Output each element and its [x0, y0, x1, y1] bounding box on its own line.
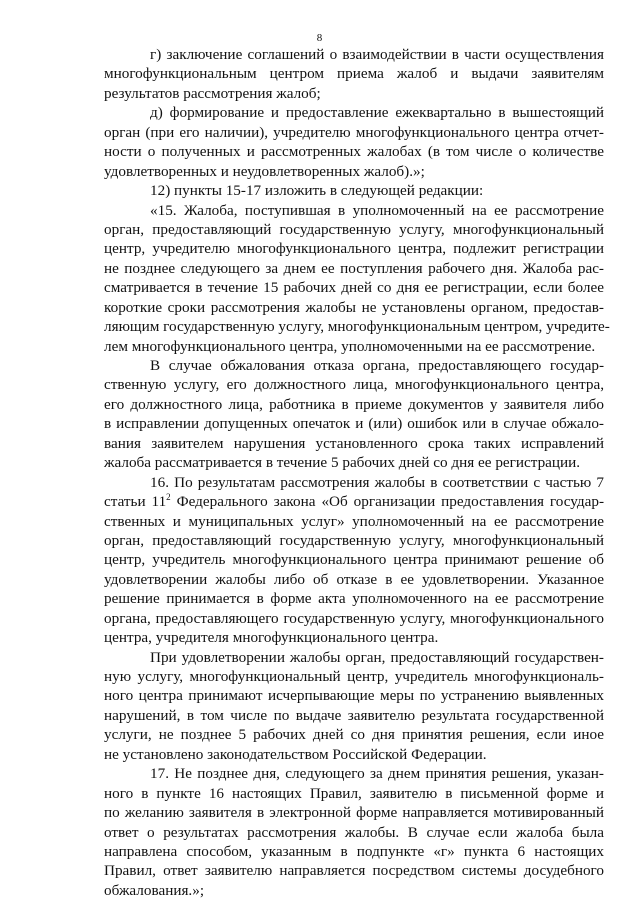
text-line-content: центр, учредителю многофункционального центра, подлежит регистрации	[104, 240, 604, 258]
text-line-content: центр, учредитель многофункционального центра принимают решение об	[104, 551, 604, 569]
text-line-content: ного в пункте 16 настоящих Правил, заявителю в письменной форме и	[104, 784, 604, 802]
text-line	[104, 745, 604, 764]
text-line-content: статьи 11	[104, 493, 167, 511]
text-line	[104, 123, 604, 142]
text-line-content: удовлетворении жалобы либо об отказе в ее удовлетворении. Указанное	[104, 570, 604, 588]
text-line-content: органа, предоставляющего государственную услугу, многофункционального	[104, 609, 604, 627]
text-line	[104, 162, 604, 181]
text-line	[104, 142, 604, 161]
text-line-content: орган (при его наличии), учредителю многофункционального центра отчет-	[104, 123, 604, 141]
text-line-content: орган, предоставляющий государственную услугу, многофункциональный	[104, 220, 604, 238]
text-line-content: по желанию заявителя в электронной форме направляется мотивированный	[104, 804, 604, 822]
text-line-content: ственных и муниципальных услуг» уполномоченный на ее рассмотрение	[104, 512, 604, 530]
text-line-content: Правил, ответ заявителю направляется посредством системы досудебного	[104, 862, 604, 880]
text-line	[104, 706, 604, 725]
text-line	[104, 589, 604, 608]
text-line-content: г) заключение соглашений о взаимодействии в части осуществления	[150, 46, 604, 63]
text-line-content: не установлено законодательством Российской Федерации.	[104, 745, 487, 763]
text-line	[104, 628, 604, 647]
text-line	[104, 317, 610, 336]
text-line	[104, 220, 604, 239]
text-line-content: не позднее следующего за днем ее поступления рабочего дня. Жалоба рас-	[104, 259, 604, 277]
text-line-content: «15. Жалоба, поступившая в уполномоченный на ее рассмотрение	[150, 201, 604, 219]
text-line-content: ляющим государственную услугу, многофункциональным центром, учредите-	[104, 318, 610, 336]
text-line-content: ственную услугу, его должностного лица, многофункционального центра,	[104, 376, 604, 394]
text-line	[104, 803, 604, 822]
text-line	[104, 103, 604, 122]
text-line-content: его должностного лица, работника в приеме документов у заявителя либо	[104, 395, 604, 413]
text-line	[104, 725, 604, 744]
text-line	[104, 842, 604, 861]
text-line	[104, 570, 604, 589]
text-line-content: ную услугу, многофункциональный центр, учредитель многофункциональ-	[104, 668, 604, 685]
text-line-content: В случае обжалования отказа органа, предоставляющего государ-	[150, 357, 604, 374]
text-line-content: сматривается в течение 15 рабочих дней со дня ее регистрации, если более	[104, 279, 604, 297]
text-line-content: 12) пункты 15-17 изложить в следующей редакции:	[150, 182, 484, 200]
text-line-content: центра, учредителя многофункционального центра.	[104, 629, 439, 647]
text-line	[104, 201, 604, 220]
text-line	[104, 550, 604, 569]
text-line-content: услуги, не позднее 5 рабочих дней со дня принятия решения, если иное	[104, 726, 604, 744]
text-line-content: 16. По результатам рассмотрения жалобы в соответствии с частью 7	[150, 473, 604, 491]
text-line-content: ответ о результатах рассмотрения жалобы. В случае если жалоба была	[104, 823, 604, 841]
text-line	[104, 512, 604, 531]
text-line	[104, 239, 604, 258]
text-line	[104, 531, 604, 550]
text-line-content: лем многофункционального центра, уполномоченными на ее рассмотрение.	[104, 337, 596, 355]
text-line	[104, 434, 604, 453]
text-line	[104, 45, 604, 64]
superscript: 2	[166, 492, 171, 503]
text-line	[104, 667, 604, 686]
page-number: 8	[316, 32, 323, 44]
text-line-content: обжалования.»;	[104, 881, 205, 899]
text-line	[104, 375, 604, 394]
text-line-content: жалоба рассматривается в течение 5 рабочих дней со дня ее регистрации.	[104, 454, 581, 472]
text-line	[104, 648, 604, 667]
text-line	[104, 473, 604, 492]
text-line	[104, 356, 604, 375]
document-body	[104, 45, 610, 900]
text-line	[104, 259, 604, 278]
text-line-content: короткие сроки рассмотрения жалобы не установлены органом, предостав-	[104, 298, 604, 316]
text-line	[104, 181, 604, 200]
text-line	[104, 823, 604, 842]
text-line-content: решение принимается в форме акта уполномоченного на ее рассмотрение	[104, 590, 604, 608]
text-line-content: нарушений, в том числе по выдаче заявителю результата государственной	[104, 706, 604, 724]
text-line	[104, 278, 604, 297]
text-line-content: 17. Не позднее дня, следующего за днем принятия решения, указан-	[150, 765, 604, 783]
text-line-content: ности о полученных и рассмотренных жалобах (в том числе о количестве	[104, 143, 604, 161]
text-line	[104, 337, 604, 356]
text-line-continuation: Федерального закона «Об организации предоставления государ-	[170, 493, 604, 511]
text-line	[104, 414, 604, 433]
text-line	[104, 784, 604, 803]
text-line-content: в исправлении допущенных опечаток и (или) ошибок или в случае обжало-	[104, 415, 604, 433]
text-line-content: вания заявителем нарушения установленного срока таких исправлений	[104, 434, 604, 452]
text-line	[104, 881, 604, 900]
text-line	[104, 395, 604, 414]
text-line-content: орган, предоставляющий государственную услугу, многофункциональный	[104, 531, 604, 549]
text-line	[104, 298, 604, 317]
text-line-content: многофункциональным центром приема жалоб и выдачи заявителям	[104, 65, 604, 83]
text-line-content: ного центра принимают исчерпывающие меры по устранению выявленных	[104, 687, 604, 705]
text-line-content: удовлетворенных и неудовлетворенных жалоб).»;	[104, 162, 425, 180]
text-line	[104, 686, 604, 705]
text-line	[104, 64, 604, 83]
text-line	[104, 84, 604, 103]
text-line	[104, 609, 604, 628]
text-line	[104, 492, 604, 511]
text-line-content: д) формирование и предоставление ежеквартально в вышестоящий	[150, 104, 604, 122]
text-line-content: направлена способом, указанным в подпункте «г» пункта 6 настоящих	[104, 842, 604, 860]
text-line	[104, 764, 604, 783]
text-line	[104, 861, 604, 880]
text-line-content: результатов рассмотрения жалоб;	[104, 84, 321, 102]
text-line	[104, 453, 604, 472]
text-line-content: При удовлетворении жалобы орган, предоставляющий государствен-	[150, 648, 604, 666]
